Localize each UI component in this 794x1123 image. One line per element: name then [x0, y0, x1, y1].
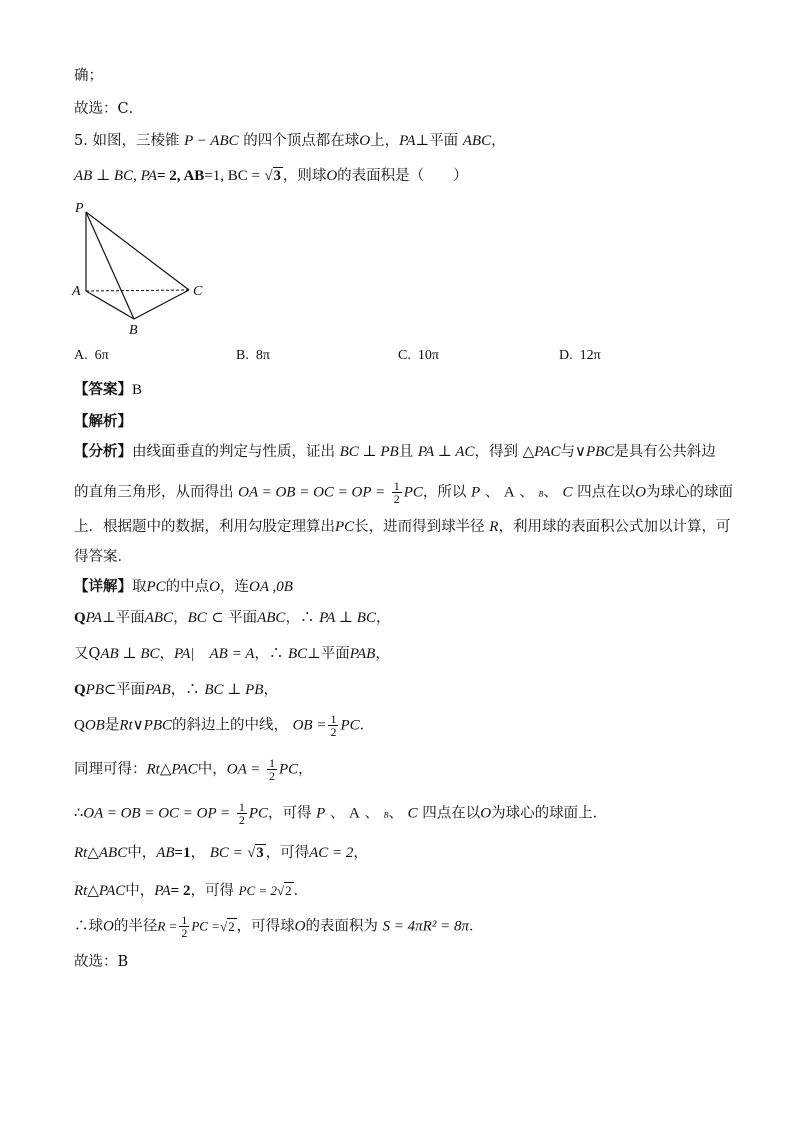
detail-line-8: Rt△PAC中，PA= 2，可得 PC = 2√2 ． [74, 883, 309, 899]
edge-PC [86, 212, 189, 290]
detail-line-9: ∴球O的半径R = $\frac{1}{2}$ PC =√2 ，可得球O的表面积为 S = 4πR² = 8π． [74, 913, 484, 940]
option-a: A. 6π [74, 348, 109, 363]
label-P: P [75, 201, 84, 216]
label-C: C [193, 284, 203, 299]
analysis-line-3: 上．根据题中的数据，利用勾股定理算出PC长，进而得到球半径 R，利用球的表面积公式加以计算，可 [74, 519, 731, 535]
detail-line-10: 故选：B [74, 954, 129, 970]
edge-PB [86, 212, 134, 319]
detail-line-4: QOB是Rt∨PBC的斜边上的中线， OB = $\frac{1}{2}$ PC． [74, 712, 375, 739]
detail-line-6: ∴OA = OB = OC = OP = $\frac{1}{2}$ PC，可得 P 、 A 、 B、 C 四点在以O为球心的球面上． [74, 800, 608, 827]
answer-line: 【答案】B [74, 381, 143, 398]
option-c: C. 10π [398, 348, 439, 363]
analysis-line-2: 的直角三角形，从而得出 OA = OB = OC = OP = $\frac{1}{2}$ PC，所以 P 、 A 、 B、 C 四点在以O为球心的球面 [74, 479, 733, 506]
question-stem: 5. 如图，三棱锥 P − ABC 的四个顶点都在球O上，PA⊥平面 ABC， [74, 133, 506, 149]
pyramid-figure [68, 198, 218, 338]
edge-BC [134, 290, 189, 319]
question-conditions: AB ⊥ BC, PA= 2, AB=1, BC = √3 ，则球O的表面积是（ ） [74, 168, 468, 184]
analysis-line-1: 【分析】由线面垂直的判定与性质，证出 BC ⊥ PB且 PA ⊥ AC，得到 △PAC与∨PBC是具有公共斜边 [74, 443, 716, 460]
label-A: A [72, 284, 81, 299]
detail-line-3: QPB⊂平面PAB，∴ BC ⊥ PB， [74, 682, 278, 698]
analysis-line-4: 得答案． [74, 549, 132, 565]
detail-line-7: Rt△ABC中，AB=1， BC = √3 ，可得AC = 2， [74, 845, 368, 861]
detail-line-1: QPA⊥平面ABC，BC ⊂ 平面ABC，∴ PA ⊥ BC， [74, 610, 391, 626]
analysis-heading: 【解析】 [74, 413, 132, 430]
edge-AC-dashed [86, 290, 189, 291]
detail-line-2: 又QAB ⊥ BC，PA| AB = A，∴ BC⊥平面PAB， [74, 646, 390, 662]
option-d: D. 12π [559, 348, 601, 363]
label-B: B [129, 323, 138, 338]
detail-line-0: 【详解】取PC的中点O，连OA ,0B [74, 578, 293, 595]
option-b: B. 8π [236, 348, 270, 363]
edge-AB [86, 291, 134, 319]
text-line-2: 故选：C． [74, 101, 144, 117]
text-line-1: 确； [74, 68, 103, 84]
detail-line-5: 同理可得：Rt△PAC中，OA = $\frac{1}{2}$ PC， [74, 756, 313, 783]
